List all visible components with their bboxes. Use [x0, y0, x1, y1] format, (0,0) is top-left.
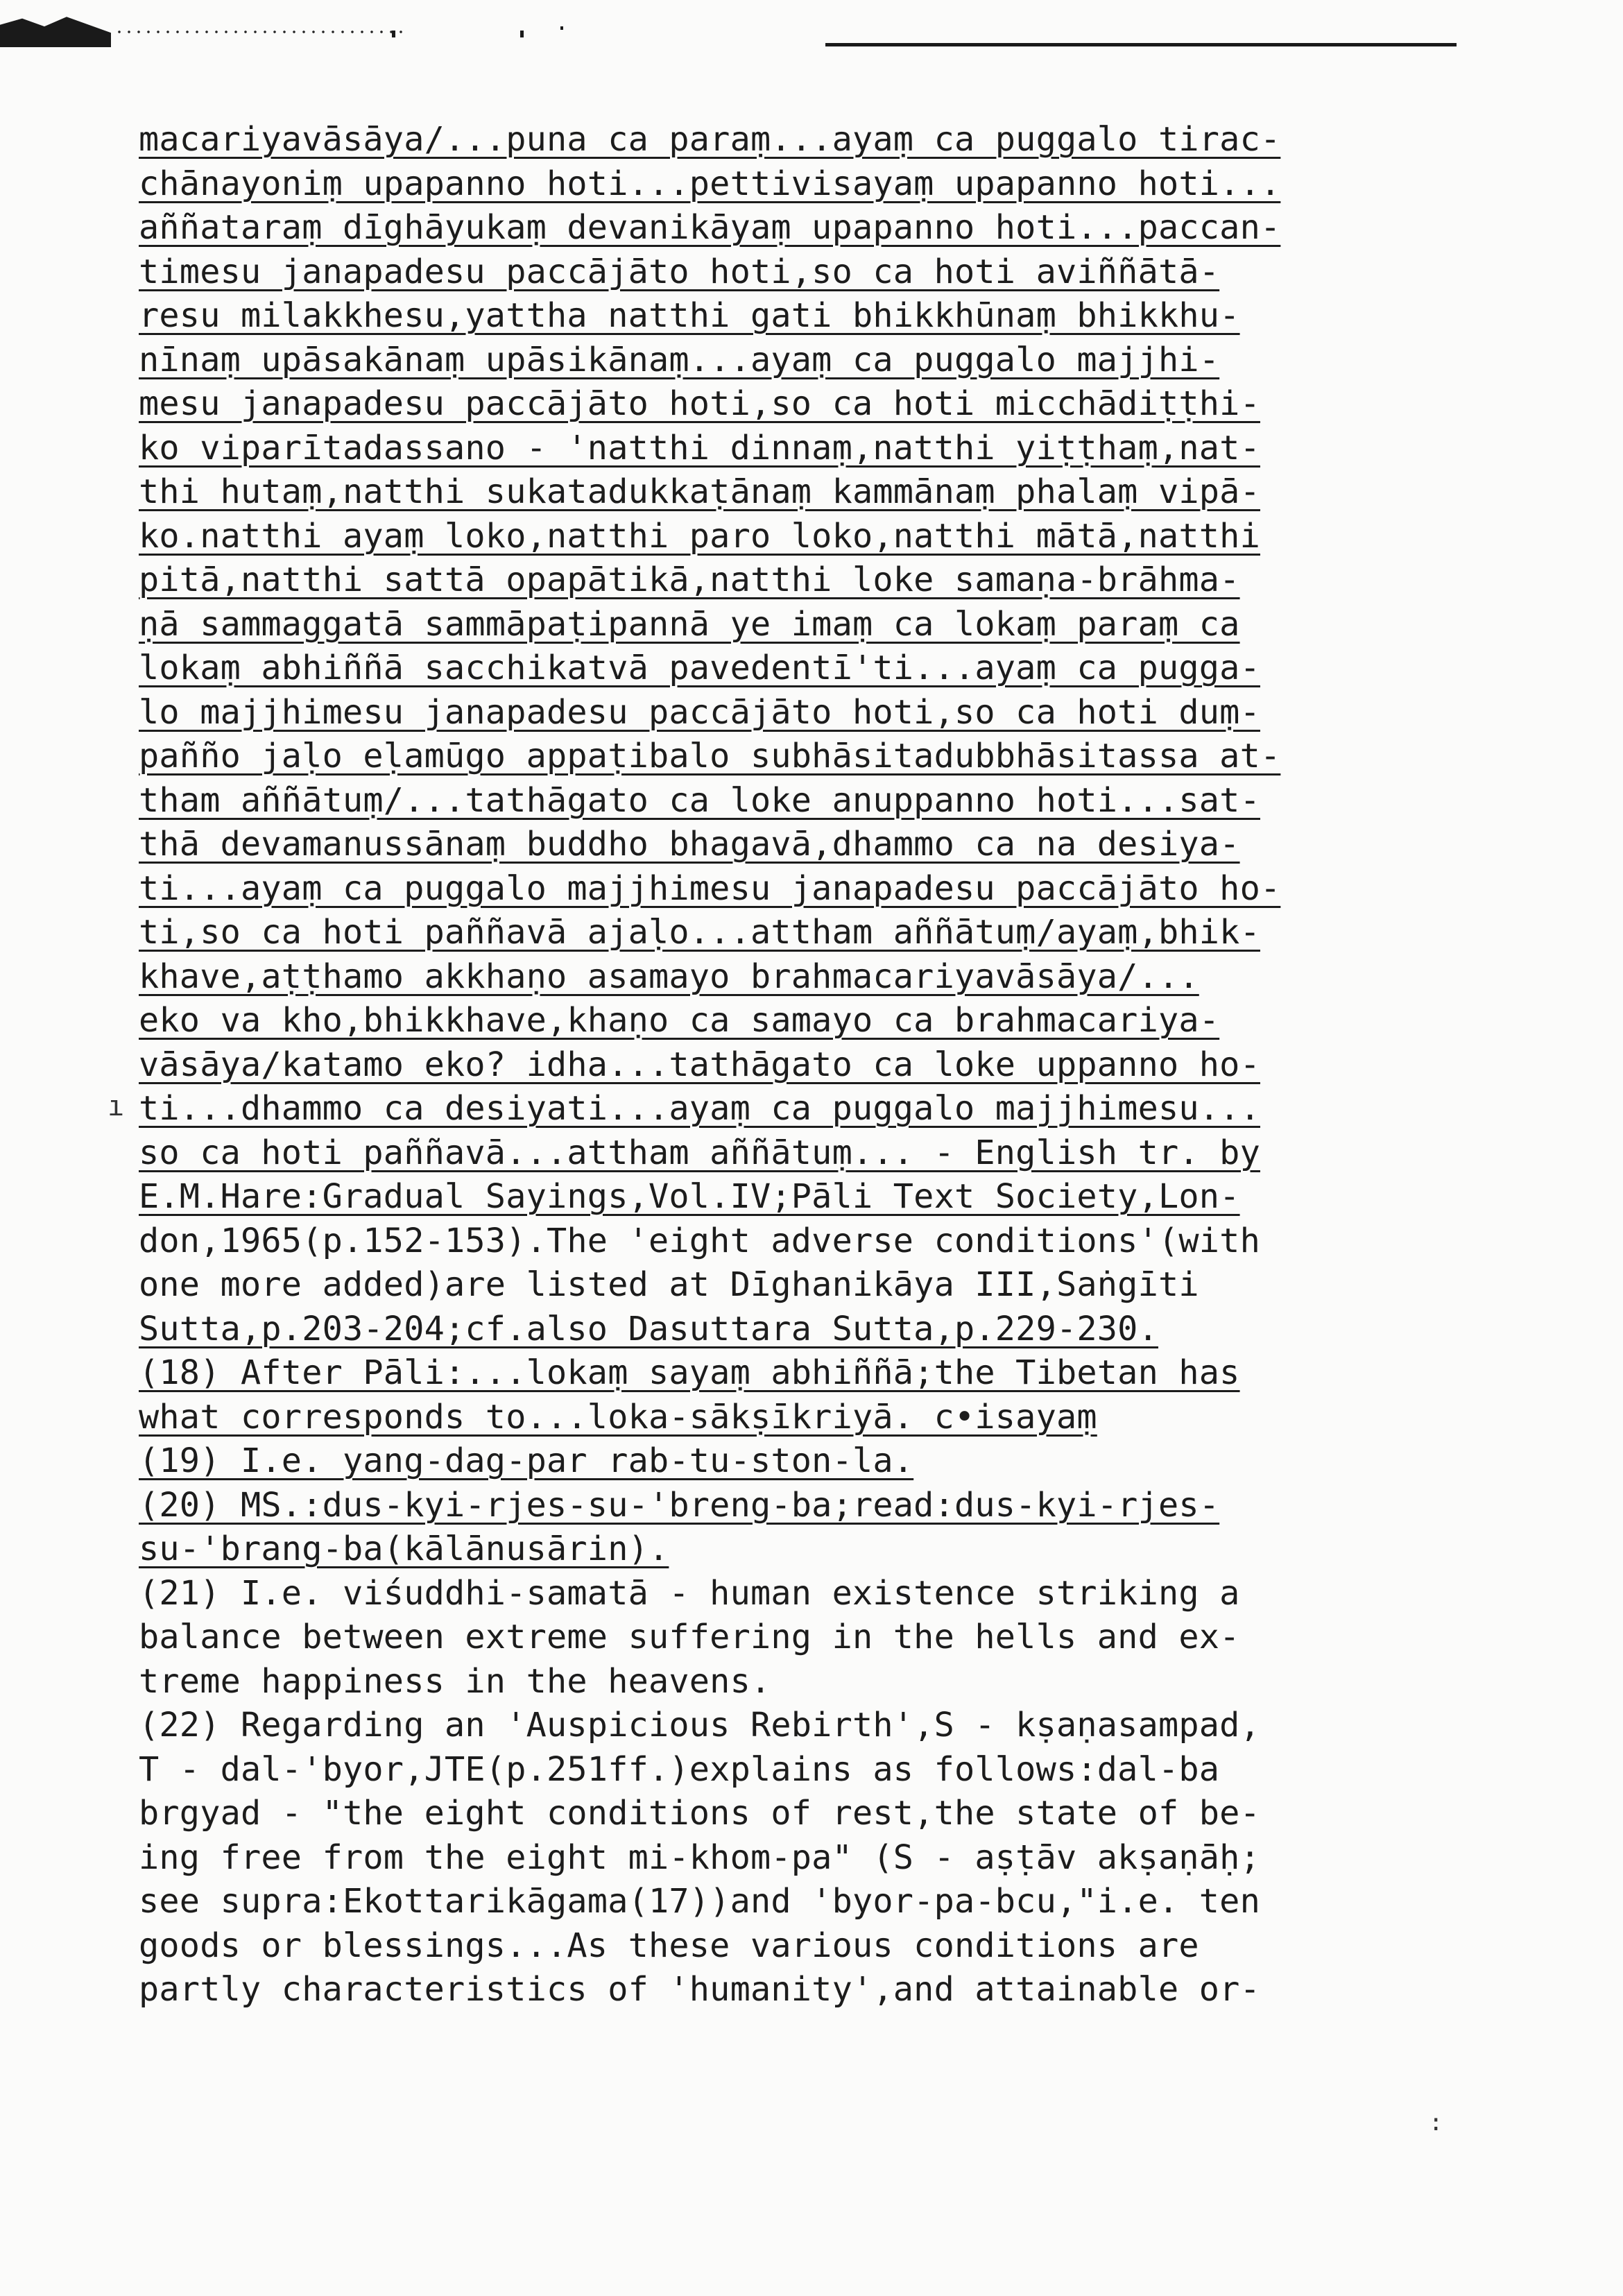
text-line: treme happiness in the heavens. [139, 1661, 771, 1701]
text-line: see supra:Ekottarikāgama(17))and 'byor-pa-bcu,"i.e. ten [139, 1882, 1260, 1921]
text-line: resu milakkhesu,yattha natthi gati bhikkhūnaṃ bhikkhu- [139, 296, 1240, 335]
text-line: ti...dhammo ca desiyati...ayaṃ ca puggalo majjhimesu... [139, 1089, 1260, 1128]
text-line: mesu janapadesu paccājāto hoti,so ca hoti micchādiṭṭhi- [139, 384, 1260, 423]
text-line: su-'brang-ba(kālānusārin). [139, 1530, 669, 1568]
text-line: nīnaṃ upāsakānaṃ upāsikānaṃ...ayaṃ ca puggalo majjhi- [139, 340, 1220, 379]
text-line: (18) After Pāli:...lokaṃ sayaṃ abhiññā;the Tibetan has [139, 1353, 1240, 1392]
text-line: T - dal-'byor,JTE(p.251ff.)explains as follows:dal-ba [139, 1749, 1220, 1789]
text-line: ko viparītadassano - 'natthi dinnaṃ,natthi yiṭṭhaṃ,nat- [139, 428, 1260, 468]
text-line: ti...ayaṃ ca puggalo majjhimesu janapadesu paccājāto ho- [139, 868, 1281, 908]
text-line: (20) MS.:dus-kyi-rjes-su-'breng-ba;read:dus-kyi-rjes- [139, 1485, 1220, 1525]
text-line: aññataraṃ dīghāyukaṃ devanikāyaṃ upapanno hoti...paccan- [139, 208, 1281, 247]
text-line: (19) I.e. yang-dag-par rab-tu-ston-la. [139, 1441, 914, 1480]
scan-artifact-dots [114, 29, 406, 35]
margin-mark: : [1429, 2109, 1443, 2136]
scan-artifact-tick [560, 26, 563, 30]
text-line: timesu janapadesu paccājāto hoti,so ca hoti aviññātā- [139, 252, 1220, 291]
text-line: (21) I.e. viśuddhi-samatā - human existence striking a [139, 1573, 1240, 1613]
scan-artifact-corner [0, 15, 111, 47]
text-line: balance between extreme suffering in the hells and ex- [139, 1618, 1240, 1656]
text-line: macariyavāsāya/...puna ca paraṃ...ayaṃ ca puggalo tirac- [139, 120, 1281, 159]
text-line: brgyad - "the eight conditions of rest,the state of be- [139, 1794, 1260, 1833]
text-line: ti,so ca hoti paññavā ajaḷo...attham aññātuṃ/ayaṃ,bhik- [139, 913, 1260, 952]
text-line: tham aññātuṃ/...tathāgato ca loke anuppanno hoti...sat- [139, 780, 1260, 820]
margin-mark: ı [108, 1090, 125, 1122]
document-body [139, 118, 1491, 2012]
text-line: khave,aṭṭhamo akkhaṇo asamayo brahmacariyavāsāya/... [139, 957, 1199, 996]
scan-artifact-rule [825, 43, 1457, 46]
text-line: one more added)are listed at Dīghanikāya III,Saṅgīti [139, 1265, 1199, 1304]
text-line: Sutta,p.203-204;cf.also Dasuttara Sutta,p.229-230. [139, 1309, 1158, 1348]
text-line: ṇā sammaggatā sammāpaṭipannā ye imaṃ ca lokaṃ paraṃ ca [139, 604, 1240, 644]
text-line: lokaṃ abhiññā sacchikatvā pavedentī'ti...ayaṃ ca pugga- [139, 649, 1260, 687]
text-line: vāsāya/katamo eko? idha...tathāgato ca loke uppanno ho- [139, 1045, 1260, 1084]
text-line: chānayoniṃ upapanno hoti...pettivisayaṃ upapanno hoti... [139, 164, 1281, 203]
scan-artifact-tick [392, 31, 395, 37]
text-line: ing free from the eight mi-khom-pa" (S - aṣṭāv akṣaṇāḥ; [139, 1837, 1260, 1877]
text-line: pitā,natthi sattā opapātikā,natthi loke samaṇa-brāhma- [139, 560, 1240, 599]
text-line: ko.natthi ayaṃ loko,natthi paro loko,natthi mātā,natthi [139, 516, 1260, 556]
text-line: partly characteristics of 'humanity',and attainable or- [139, 1970, 1260, 2009]
text-line: lo majjhimesu janapadesu paccājāto hoti,so ca hoti duṃ- [139, 692, 1260, 732]
scan-artifact-tick [520, 31, 524, 37]
text-line: thā devamanussānaṃ buddho bhagavā,dhammo ca na desiya- [139, 825, 1240, 864]
text-line: pañño jaḷo eḷamūgo appaṭibalo subhāsitadubbhāsitassa at- [139, 737, 1281, 776]
text-line: thi hutaṃ,natthi sukatadukkaṭānaṃ kammānaṃ phalaṃ vipā- [139, 472, 1260, 511]
text-line: don,1965(p.152-153).The 'eight adverse conditions'(with [139, 1221, 1260, 1260]
text-line: goods or blessings...As these various conditions are [139, 1926, 1199, 1965]
text-line: (22) Regarding an 'Auspicious Rebirth',S - kṣaṇasampad, [139, 1706, 1260, 1745]
text-line: E.M.Hare:Gradual Sayings,Vol.IV;Pāli Text Society,Lon- [139, 1177, 1240, 1216]
text-line: what corresponds to...loka-sākṣīkriyā. c•isayaṃ [139, 1397, 1097, 1437]
text-line: so ca hoti paññavā...attham aññātuṃ... - English tr. by [139, 1133, 1260, 1172]
text-line: eko va kho,bhikkhave,khaṇo ca samayo ca brahmacariya- [139, 1001, 1220, 1040]
